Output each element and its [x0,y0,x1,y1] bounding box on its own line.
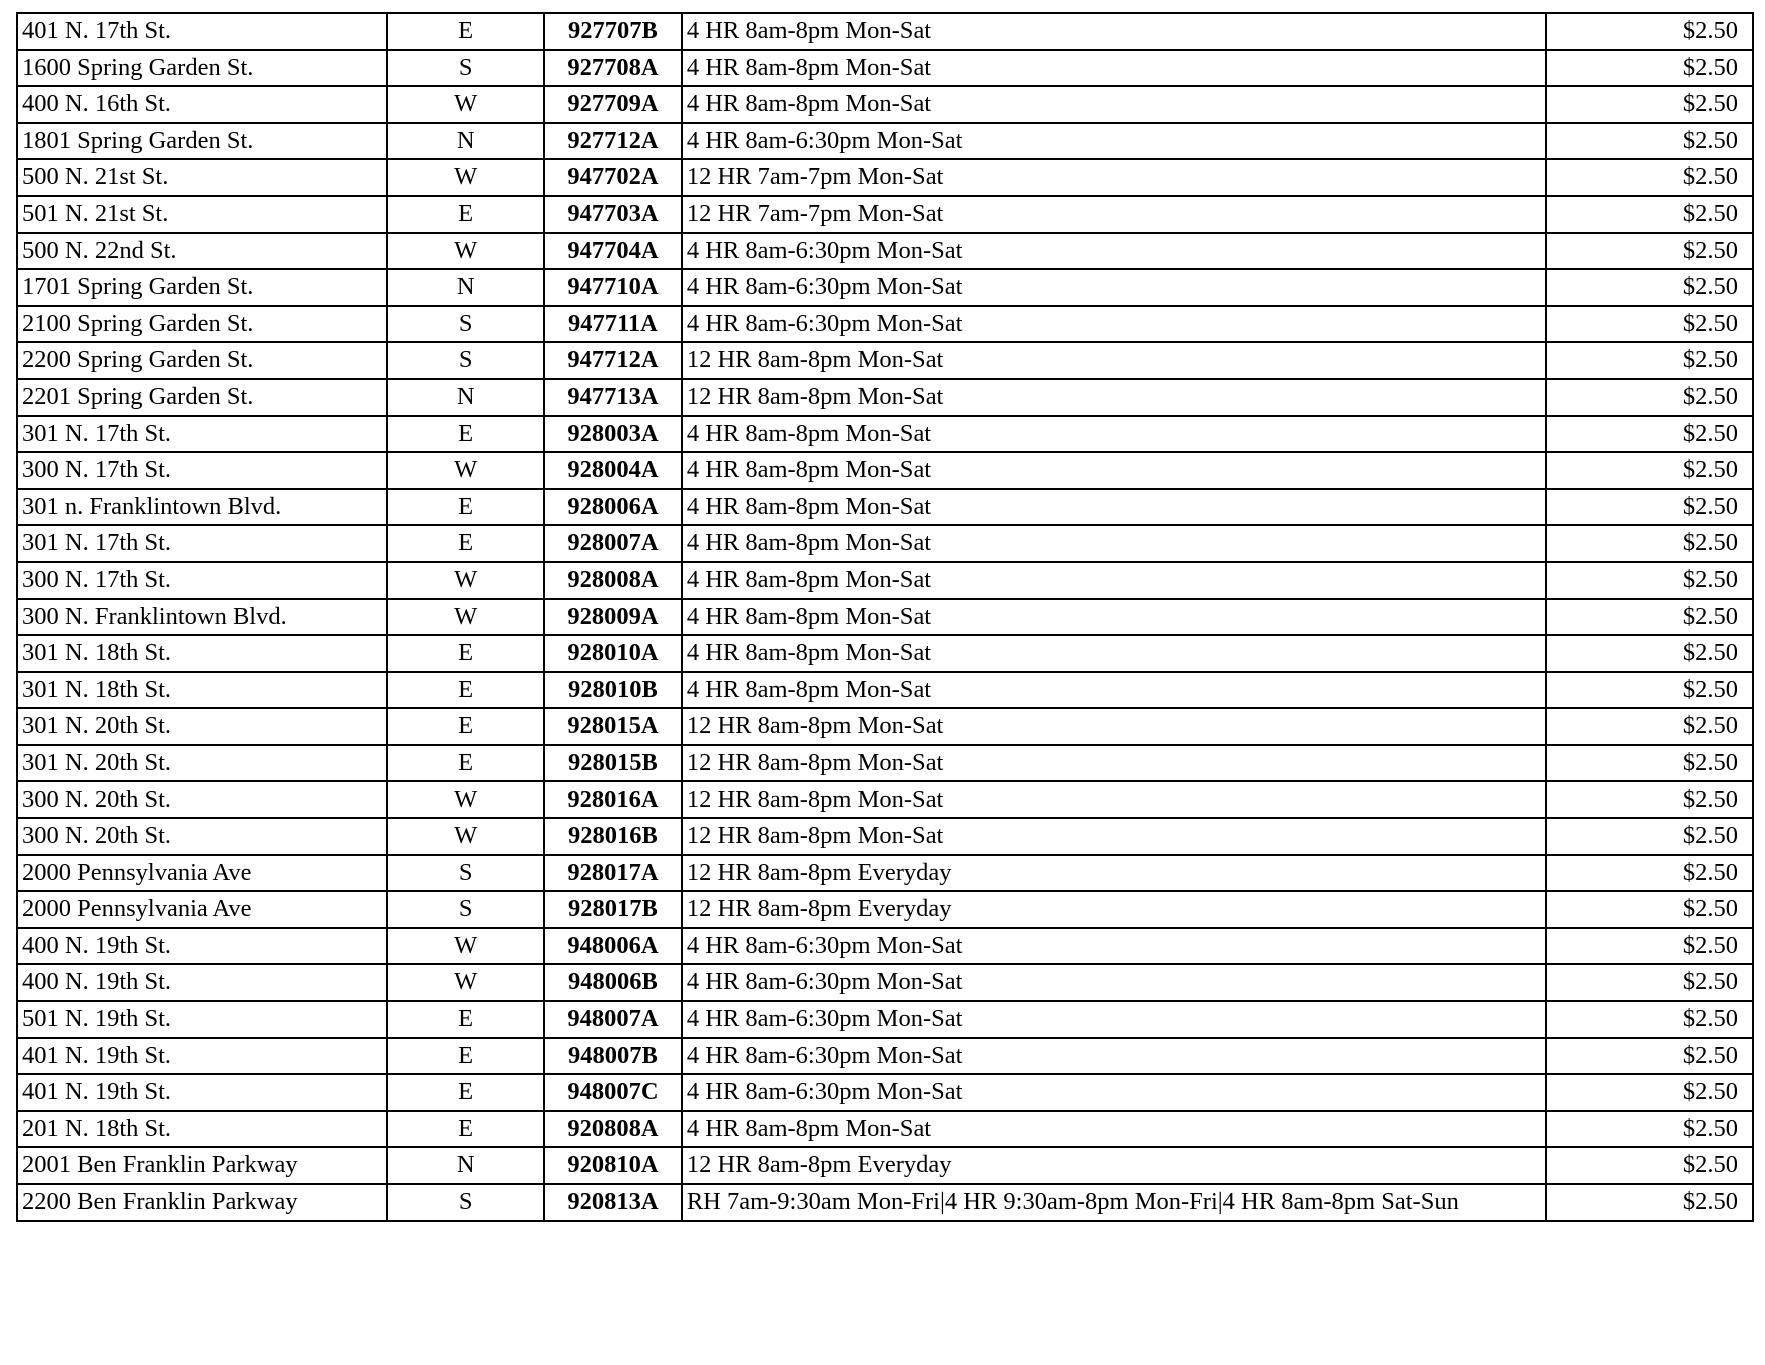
address-cell: 1701 Spring Garden St. [17,269,387,306]
table-row [17,562,1753,599]
rate-cell: $2.50 [1546,672,1753,709]
table-row [17,13,1753,50]
meter-id-cell: 947704A [544,233,682,270]
address-cell: 500 N. 22nd St. [17,233,387,270]
rate-cell: $2.50 [1546,342,1753,379]
regulation-cell: 12 HR 8am-8pm Mon-Sat [682,781,1547,818]
regulation-cell: 4 HR 8am-6:30pm Mon-Sat [682,1038,1547,1075]
regulation-cell: 12 HR 7am-7pm Mon-Sat [682,159,1547,196]
regulation-cell: 4 HR 8am-8pm Mon-Sat [682,452,1547,489]
regulation-cell: 4 HR 8am-6:30pm Mon-Sat [682,123,1547,160]
address-cell: 400 N. 19th St. [17,928,387,965]
side-cell: W [387,452,544,489]
meter-id-cell: 948007A [544,1001,682,1038]
meter-id-cell: 947702A [544,159,682,196]
meter-id-cell: 928016B [544,818,682,855]
address-cell: 1600 Spring Garden St. [17,50,387,87]
address-cell: 500 N. 21st St. [17,159,387,196]
rate-cell: $2.50 [1546,891,1753,928]
side-cell: E [387,708,544,745]
rate-cell: $2.50 [1546,13,1753,50]
side-cell: E [387,416,544,453]
rate-cell: $2.50 [1546,855,1753,892]
regulation-cell: 12 HR 8am-8pm Mon-Sat [682,818,1547,855]
side-cell: W [387,159,544,196]
side-cell: E [387,1111,544,1148]
regulation-cell: 4 HR 8am-8pm Mon-Sat [682,86,1547,123]
regulation-cell: 4 HR 8am-6:30pm Mon-Sat [682,928,1547,965]
side-cell: E [387,1001,544,1038]
side-cell: N [387,123,544,160]
meter-id-cell: 928017A [544,855,682,892]
regulation-cell: 4 HR 8am-6:30pm Mon-Sat [682,1001,1547,1038]
meter-id-cell: 927708A [544,50,682,87]
table-row [17,1147,1753,1184]
regulation-cell: 4 HR 8am-8pm Mon-Sat [682,562,1547,599]
address-cell: 501 N. 21st St. [17,196,387,233]
side-cell: E [387,1038,544,1075]
table-row [17,196,1753,233]
meter-id-cell: 928003A [544,416,682,453]
address-cell: 300 N. Franklintown Blvd. [17,599,387,636]
rate-cell: $2.50 [1546,86,1753,123]
regulation-cell: 4 HR 8am-8pm Mon-Sat [682,13,1547,50]
table-row [17,1184,1753,1221]
address-cell: 501 N. 19th St. [17,1001,387,1038]
table-row [17,525,1753,562]
regulation-cell: 12 HR 8am-8pm Everyday [682,1147,1547,1184]
side-cell: W [387,562,544,599]
regulation-cell: RH 7am-9:30am Mon-Fri|4 HR 9:30am-8pm Mon-Fri|4 HR 8am-8pm Sat-Sun [682,1184,1547,1221]
meter-id-cell: 947710A [544,269,682,306]
rate-cell: $2.50 [1546,708,1753,745]
regulation-cell: 12 HR 8am-8pm Everyday [682,891,1547,928]
table-row [17,964,1753,1001]
meter-id-cell: 928015B [544,745,682,782]
side-cell: E [387,525,544,562]
table-row [17,452,1753,489]
table-row [17,489,1753,526]
regulation-cell: 4 HR 8am-8pm Mon-Sat [682,1111,1547,1148]
regulation-cell: 4 HR 8am-8pm Mon-Sat [682,416,1547,453]
rate-cell: $2.50 [1546,818,1753,855]
table-row [17,306,1753,343]
address-cell: 2000 Pennsylvania Ave [17,855,387,892]
address-cell: 301 N. 20th St. [17,745,387,782]
table-row [17,416,1753,453]
table-row [17,86,1753,123]
regulation-cell: 12 HR 7am-7pm Mon-Sat [682,196,1547,233]
regulation-cell: 4 HR 8am-8pm Mon-Sat [682,599,1547,636]
address-cell: 301 N. 20th St. [17,708,387,745]
side-cell: W [387,86,544,123]
rate-cell: $2.50 [1546,452,1753,489]
side-cell: S [387,50,544,87]
meter-id-cell: 928010A [544,635,682,672]
rate-cell: $2.50 [1546,1001,1753,1038]
table-row [17,1074,1753,1111]
address-cell: 401 N. 19th St. [17,1074,387,1111]
address-cell: 300 N. 20th St. [17,781,387,818]
meter-id-cell: 947712A [544,342,682,379]
meter-id-cell: 920813A [544,1184,682,1221]
meter-id-cell: 948006A [544,928,682,965]
side-cell: S [387,855,544,892]
rate-cell: $2.50 [1546,964,1753,1001]
table-row [17,781,1753,818]
table-row [17,1038,1753,1075]
regulation-cell: 12 HR 8am-8pm Everyday [682,855,1547,892]
table-row [17,269,1753,306]
address-cell: 300 N. 20th St. [17,818,387,855]
side-cell: N [387,269,544,306]
address-cell: 300 N. 17th St. [17,562,387,599]
regulation-cell: 4 HR 8am-8pm Mon-Sat [682,50,1547,87]
table-row [17,379,1753,416]
table-row [17,745,1753,782]
side-cell: W [387,964,544,1001]
rate-cell: $2.50 [1546,1074,1753,1111]
table-row [17,342,1753,379]
rate-cell: $2.50 [1546,489,1753,526]
rate-cell: $2.50 [1546,599,1753,636]
table-row [17,1111,1753,1148]
address-cell: 2000 Pennsylvania Ave [17,891,387,928]
regulation-cell: 4 HR 8am-6:30pm Mon-Sat [682,306,1547,343]
side-cell: E [387,745,544,782]
address-cell: 300 N. 17th St. [17,452,387,489]
address-cell: 301 N. 17th St. [17,525,387,562]
rate-cell: $2.50 [1546,50,1753,87]
rate-cell: $2.50 [1546,233,1753,270]
rate-cell: $2.50 [1546,1184,1753,1221]
table-row [17,672,1753,709]
rate-cell: $2.50 [1546,379,1753,416]
rate-cell: $2.50 [1546,159,1753,196]
address-cell: 2100 Spring Garden St. [17,306,387,343]
meter-id-cell: 928007A [544,525,682,562]
regulation-cell: 12 HR 8am-8pm Mon-Sat [682,708,1547,745]
meter-id-cell: 947711A [544,306,682,343]
side-cell: W [387,599,544,636]
regulation-cell: 12 HR 8am-8pm Mon-Sat [682,342,1547,379]
rate-cell: $2.50 [1546,928,1753,965]
side-cell: S [387,342,544,379]
side-cell: E [387,1074,544,1111]
address-cell: 400 N. 16th St. [17,86,387,123]
table-row [17,233,1753,270]
address-cell: 301 N. 18th St. [17,672,387,709]
meter-id-cell: 927709A [544,86,682,123]
address-cell: 2001 Ben Franklin Parkway [17,1147,387,1184]
meter-id-cell: 928004A [544,452,682,489]
rate-cell: $2.50 [1546,745,1753,782]
address-cell: 401 N. 19th St. [17,1038,387,1075]
regulation-cell: 4 HR 8am-8pm Mon-Sat [682,635,1547,672]
regulation-cell: 4 HR 8am-6:30pm Mon-Sat [682,233,1547,270]
side-cell: W [387,781,544,818]
regulation-cell: 4 HR 8am-8pm Mon-Sat [682,489,1547,526]
address-cell: 401 N. 17th St. [17,13,387,50]
table-row [17,635,1753,672]
rate-cell: $2.50 [1546,635,1753,672]
address-cell: 400 N. 19th St. [17,964,387,1001]
side-cell: W [387,818,544,855]
meter-id-cell: 928006A [544,489,682,526]
table-row [17,818,1753,855]
regulation-cell: 4 HR 8am-8pm Mon-Sat [682,525,1547,562]
address-cell: 2200 Ben Franklin Parkway [17,1184,387,1221]
regulation-cell: 4 HR 8am-6:30pm Mon-Sat [682,269,1547,306]
meter-id-cell: 928010B [544,672,682,709]
meter-id-cell: 947703A [544,196,682,233]
meter-id-cell: 948007B [544,1038,682,1075]
meter-id-cell: 927707B [544,13,682,50]
table-row [17,599,1753,636]
side-cell: E [387,489,544,526]
side-cell: N [387,1147,544,1184]
table-row [17,855,1753,892]
regulation-cell: 4 HR 8am-6:30pm Mon-Sat [682,1074,1547,1111]
rate-cell: $2.50 [1546,196,1753,233]
side-cell: W [387,233,544,270]
table-row [17,708,1753,745]
side-cell: S [387,306,544,343]
regulation-cell: 12 HR 8am-8pm Mon-Sat [682,745,1547,782]
table-row [17,50,1753,87]
address-cell: 301 N. 17th St. [17,416,387,453]
meter-id-cell: 947713A [544,379,682,416]
table-row [17,159,1753,196]
rate-cell: $2.50 [1546,525,1753,562]
side-cell: E [387,196,544,233]
rate-cell: $2.50 [1546,123,1753,160]
meter-rate-table [16,12,1754,1222]
side-cell: E [387,672,544,709]
rate-cell: $2.50 [1546,1147,1753,1184]
meter-id-cell: 920808A [544,1111,682,1148]
meter-id-cell: 928016A [544,781,682,818]
table-row [17,891,1753,928]
meter-id-cell: 948006B [544,964,682,1001]
rate-cell: $2.50 [1546,306,1753,343]
regulation-cell: 4 HR 8am-8pm Mon-Sat [682,672,1547,709]
meter-id-cell: 928008A [544,562,682,599]
side-cell: S [387,1184,544,1221]
meter-id-cell: 928009A [544,599,682,636]
regulation-cell: 4 HR 8am-6:30pm Mon-Sat [682,964,1547,1001]
meter-id-cell: 928015A [544,708,682,745]
rate-cell: $2.50 [1546,1038,1753,1075]
side-cell: S [387,891,544,928]
address-cell: 201 N. 18th St. [17,1111,387,1148]
address-cell: 301 n. Franklintown Blvd. [17,489,387,526]
rate-cell: $2.50 [1546,416,1753,453]
address-cell: 2200 Spring Garden St. [17,342,387,379]
meter-table-body [17,13,1753,1221]
address-cell: 301 N. 18th St. [17,635,387,672]
address-cell: 2201 Spring Garden St. [17,379,387,416]
address-cell: 1801 Spring Garden St. [17,123,387,160]
side-cell: W [387,928,544,965]
meter-id-cell: 948007C [544,1074,682,1111]
rate-cell: $2.50 [1546,781,1753,818]
regulation-cell: 12 HR 8am-8pm Mon-Sat [682,379,1547,416]
table-row [17,123,1753,160]
table-row [17,1001,1753,1038]
meter-id-cell: 920810A [544,1147,682,1184]
rate-cell: $2.50 [1546,1111,1753,1148]
rate-cell: $2.50 [1546,269,1753,306]
side-cell: E [387,635,544,672]
meter-id-cell: 928017B [544,891,682,928]
rate-cell: $2.50 [1546,562,1753,599]
table-row [17,928,1753,965]
side-cell: N [387,379,544,416]
side-cell: E [387,13,544,50]
meter-id-cell: 927712A [544,123,682,160]
